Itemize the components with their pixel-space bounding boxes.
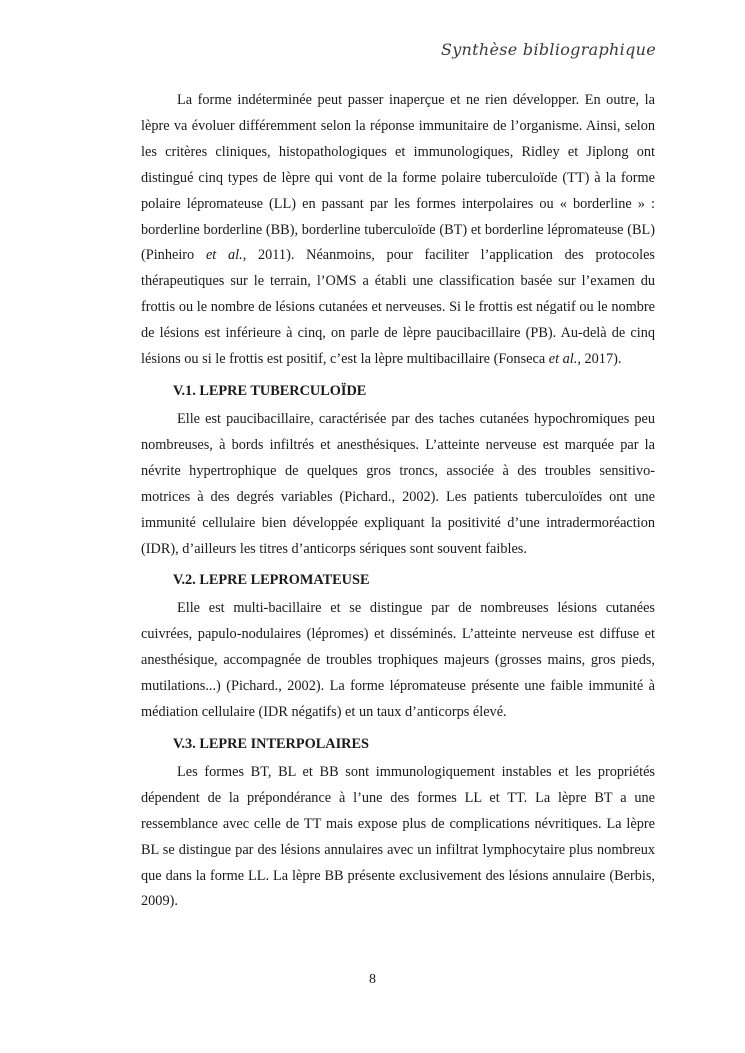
intro-text-part-1: La forme indéterminée peut passer inaperçue et ne rien développer. En outre, la lèpre va évoluer différemment selon la réponse immunitaire de l’organisme. Ainsi, selon les critères cliniques, histopathologiques et immunologiques, Ridley et Jiplong ont distingué cinq types de lèpre qui vont de la forme polaire tuberculoïde (TT) à la forme polaire lépromateuse (LL) en passant par les formes interpolaires ou « borderline » : borderline borderline (BB), borderline tuberculoïde (BT) et borderline lépromateuse (BL) (Pinheiro bbox=[141, 92, 655, 264]
section-heading-tuberculoide: V.1. LEPRE TUBERCULOÏDE bbox=[173, 382, 367, 399]
intro-citation-etal-2: et al. bbox=[548, 351, 578, 368]
section-paragraph-interpolaires: Les formes BT, BL et BB sont immunologiquement instables et les propriétés dépendent de la prépondérance à l’une des formes LL et TT. La lèpre BT a une ressemblance avec celle de TT mais expose plus de complications névritiques. La lèpre BL se distingue par des lésions annulaires avec un infiltrat lymphocytaire plus nombreux que dans la forme LL. La lèpre BB présente exclusivement des lésions annulaire (Berbis, 2009). bbox=[141, 763, 655, 910]
section-heading-interpolaires: V.3. LEPRE INTERPOLAIRES bbox=[173, 735, 369, 752]
page-number: 8 bbox=[369, 972, 376, 987]
document-body bbox=[141, 88, 655, 915]
section-paragraph-lepromateuse: Elle est multi-bacillaire et se distingue par de nombreuses lésions cutanées cuivrées, papulo-nodulaires (lépromes) et disséminés. L’atteinte nerveuse est diffuse et anesthésique, accompagnée de troubles trophiques majeurs (grosses mains, gros pieds, mutilations...) (Pichard., 2002). La forme lépromateuse présente une faible immunité à médiation cellulaire (IDR négatifs) et un taux d’anticorps élevé. bbox=[141, 600, 655, 721]
intro-text-part-3: , 2017). bbox=[577, 351, 622, 368]
intro-text-part-2: , 2011). Néanmoins, pour faciliter l’application des protocoles thérapeutiques sur le terrain, l’OMS a établi une classification basée sur l’examen du frottis ou le nombre de lésions cutanées et nerveuses. Si le frottis est négatif ou le nombre de lésions est inférieure à cinq, on parle de lèpre paucibacillaire (PB). Au-delà de cinq lésions ou si le frottis est positif, c’est la lèpre multibacillaire (Fonseca bbox=[141, 247, 655, 368]
running-header: Synthèse bibliographique bbox=[440, 40, 656, 59]
intro-citation-etal-1: et al. bbox=[205, 247, 243, 264]
section-paragraph-tuberculoide: Elle est paucibacillaire, caractérisée par des taches cutanées hypochromiques peu nombreuses, à bords infiltrés et anesthésiques. L’atteinte nerveuse est marquée par la névrite hypertrophique de quelques gros troncs, associée à des troubles sensitivo-motrices à des degrés variables (Pichard., 2002). Les patients tuberculoïdes ont une immunité cellulaire bien développée expliquant la positivité d’une intradermoréaction (IDR), d’ailleurs les titres d’anticorps sériques sont souvent faibles. bbox=[141, 410, 655, 557]
intro-paragraph bbox=[141, 88, 655, 373]
section-heading-lepromateuse: V.2. LEPRE LEPROMATEUSE bbox=[173, 572, 370, 589]
